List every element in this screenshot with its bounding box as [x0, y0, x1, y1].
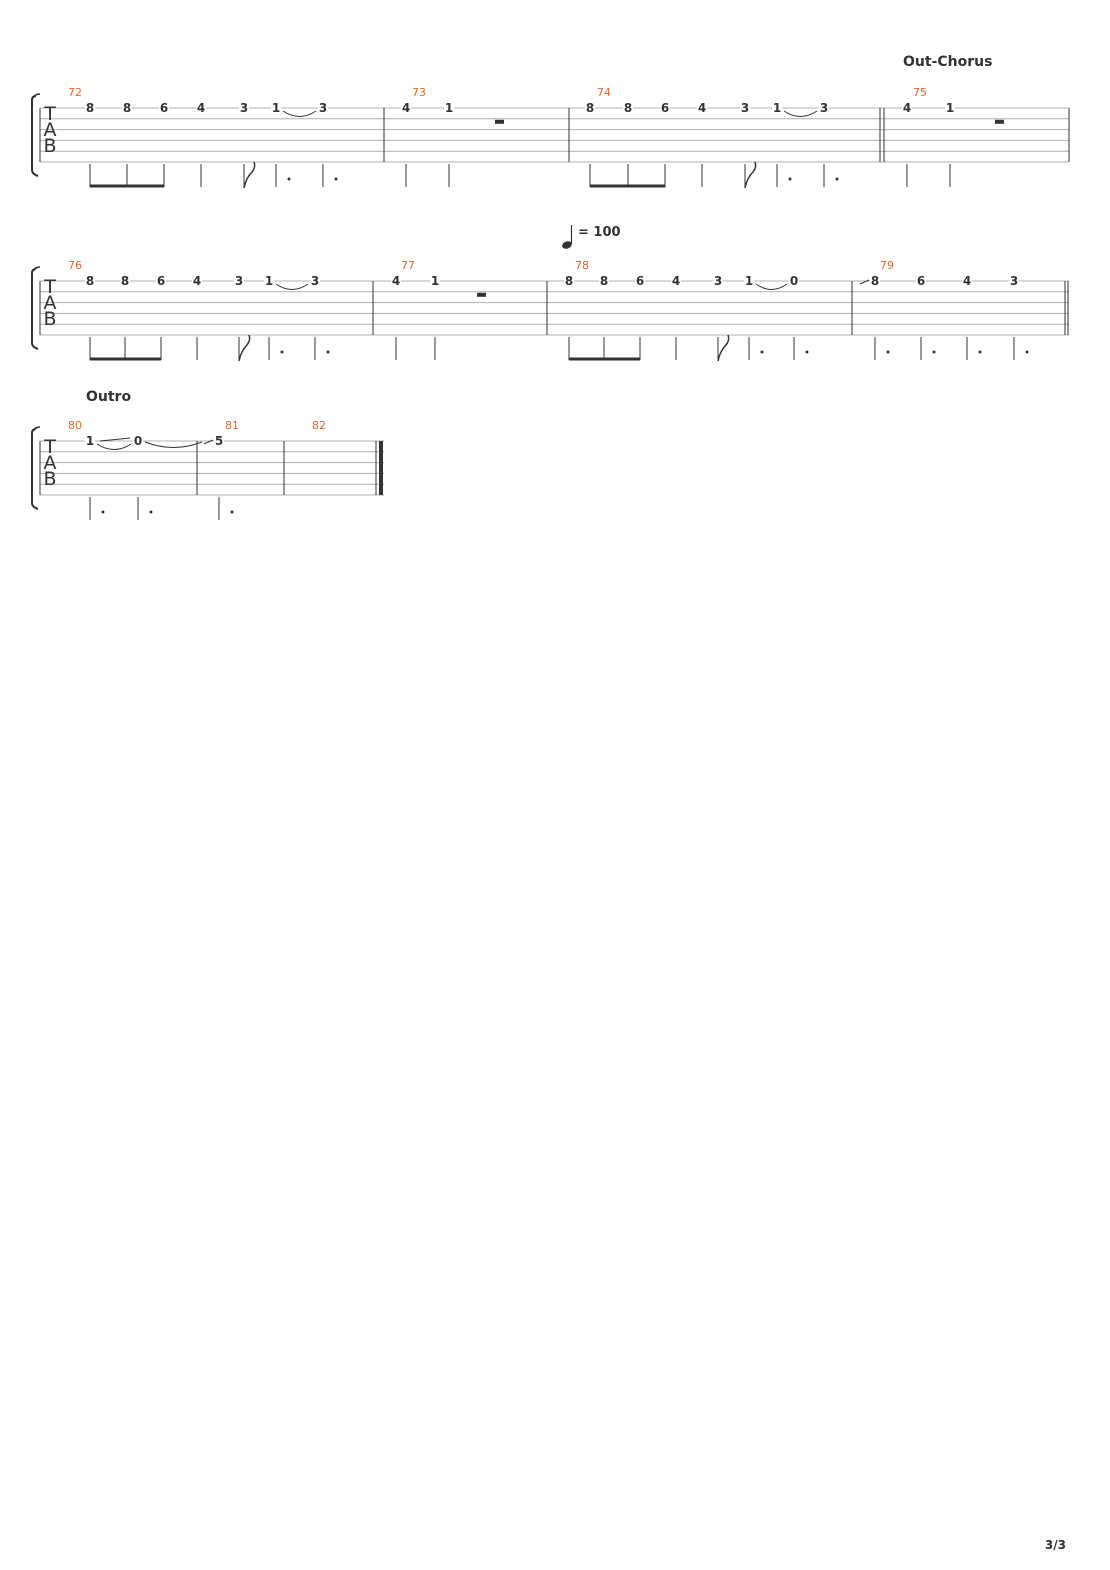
measure-number: 74 [597, 86, 611, 99]
dotted-note-dot [806, 351, 809, 354]
system-bracket [32, 429, 38, 509]
dotted-note-dot [231, 511, 234, 514]
note-flag [718, 335, 729, 361]
dotted-note-dot [281, 351, 284, 354]
fret-number: 8 [564, 274, 574, 288]
fret-number: 1 [271, 101, 281, 115]
dotted-note-dot [887, 351, 890, 354]
fret-number: 8 [585, 101, 595, 115]
measure-number: 77 [401, 259, 415, 272]
tab-clef-letter: T [44, 436, 56, 458]
measure-number: 75 [913, 86, 927, 99]
fret-number: 1 [430, 274, 440, 288]
tab-clef-letter: A [43, 119, 57, 141]
tab-system [32, 86, 1069, 188]
fret-number: 1 [772, 101, 782, 115]
fret-number: 8 [623, 101, 633, 115]
note-flag [239, 335, 250, 361]
tab-clef-letter: T [44, 103, 56, 125]
tab-clef-letter: B [43, 135, 57, 157]
fret-number: 6 [159, 101, 169, 115]
fret-number: 3 [318, 101, 328, 115]
fret-number: 0 [789, 274, 799, 288]
fret-number: 1 [264, 274, 274, 288]
measure-number: 79 [880, 259, 894, 272]
half-rest [477, 293, 486, 297]
dotted-note-dot [761, 351, 764, 354]
dotted-note-dot [327, 351, 330, 354]
fret-number: 0 [133, 434, 143, 448]
measure-number: 80 [68, 419, 82, 432]
fret-number: 4 [902, 101, 912, 115]
measure-number: 82 [312, 419, 326, 432]
fret-number: 8 [85, 274, 95, 288]
measure-number: 73 [412, 86, 426, 99]
tie-arc [97, 444, 131, 450]
fret-number: 4 [196, 101, 206, 115]
tie-arc [145, 442, 202, 448]
fret-number: 1 [744, 274, 754, 288]
note-flag [745, 162, 756, 188]
fret-number: 3 [1009, 274, 1019, 288]
fret-number: 3 [740, 101, 750, 115]
tie-arc [276, 284, 308, 290]
dotted-note-dot [979, 351, 982, 354]
half-rest [995, 120, 1004, 124]
dotted-note-dot [288, 178, 291, 181]
fret-number: 8 [599, 274, 609, 288]
tie-arc [784, 111, 817, 117]
tie-arc [283, 111, 316, 117]
fret-number: 4 [962, 274, 972, 288]
dotted-note-dot [1026, 351, 1029, 354]
tempo-marking [561, 225, 620, 250]
measure-number: 76 [68, 259, 82, 272]
fret-number: 1 [945, 101, 955, 115]
page-number: 3/3 [1044, 1538, 1066, 1552]
section-label-outro: Outro [86, 389, 132, 405]
fret-number: 8 [870, 274, 880, 288]
system-bracket [32, 96, 38, 176]
fret-number: 8 [120, 274, 130, 288]
fret-number: 1 [444, 101, 454, 115]
fret-number: 4 [192, 274, 202, 288]
dotted-note-dot [150, 511, 153, 514]
fret-number: 8 [122, 101, 132, 115]
fret-number: 6 [635, 274, 645, 288]
fret-number: 4 [401, 101, 411, 115]
system-bracket [32, 269, 38, 349]
dotted-note-dot [335, 178, 338, 181]
fret-number: 5 [214, 434, 224, 448]
tab-clef-letter: T [44, 276, 56, 298]
fret-number: 3 [713, 274, 723, 288]
note-flag [244, 162, 255, 188]
fret-number: 6 [156, 274, 166, 288]
fret-number: 3 [239, 101, 249, 115]
tie-arc [756, 284, 787, 290]
fret-number: 4 [671, 274, 681, 288]
tab-clef-letter: B [43, 308, 57, 330]
fret-number: 6 [660, 101, 670, 115]
tab-system [32, 419, 384, 520]
half-rest [495, 120, 504, 124]
fret-number: 3 [819, 101, 829, 115]
fret-number: 3 [310, 274, 320, 288]
dotted-note-dot [836, 178, 839, 181]
fret-number: 3 [234, 274, 244, 288]
dotted-note-dot [933, 351, 936, 354]
measure-number: 78 [575, 259, 589, 272]
fret-number: 1 [85, 434, 95, 448]
tempo-label: = 100 [578, 225, 621, 240]
tab-clef-letter: A [43, 452, 57, 474]
tab-clef-letter: B [43, 468, 57, 490]
tab-clef-letter: A [43, 292, 57, 314]
fret-number: 6 [916, 274, 926, 288]
fret-number: 4 [391, 274, 401, 288]
tab-system [32, 259, 1069, 361]
measure-number: 81 [225, 419, 239, 432]
fret-number: 8 [85, 101, 95, 115]
fret-number: 4 [697, 101, 707, 115]
section-label-out-chorus: Out-Chorus [903, 54, 993, 70]
measure-number: 72 [68, 86, 82, 99]
dotted-note-dot [102, 511, 105, 514]
dotted-note-dot [789, 178, 792, 181]
final-barline-thick [379, 441, 383, 495]
